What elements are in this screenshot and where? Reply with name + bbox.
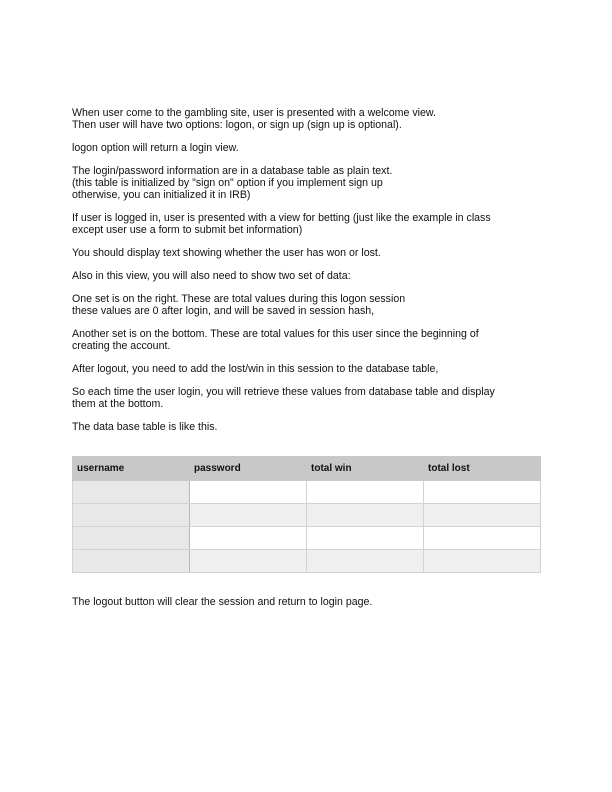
text-line: logon option will return a login view. xyxy=(72,142,239,154)
table-cell xyxy=(73,527,190,550)
database-table xyxy=(72,456,541,573)
text-line: creating the account. xyxy=(72,340,171,352)
paragraph-two-sets xyxy=(72,270,542,282)
document-body xyxy=(72,107,542,444)
text-line: When user come to the gambling site, user is presented with a welcome view. xyxy=(72,107,436,119)
paragraph-welcome xyxy=(72,107,542,131)
text-line: You should display text showing whether the user has won or lost. xyxy=(72,247,381,259)
header-password: password xyxy=(190,457,307,481)
table-header-row xyxy=(73,457,541,481)
table-row xyxy=(73,527,541,550)
text-line: After logout, you need to add the lost/win in this session to the database table, xyxy=(72,363,439,375)
table-cell xyxy=(424,527,541,550)
text-line: The data base table is like this. xyxy=(72,421,218,433)
header-total-lost: total lost xyxy=(424,457,541,481)
paragraph-logout xyxy=(72,363,542,375)
text-line: Another set is on the bottom. These are total values for this user since the beginning of xyxy=(72,328,479,340)
text-line: The login/password information are in a database table as plain text. xyxy=(72,165,393,177)
text-line: these values are 0 after login, and will be saved in session hash, xyxy=(72,305,375,317)
table-cell xyxy=(307,550,424,573)
header-total-win: total win xyxy=(307,457,424,481)
text-line: them at the bottom. xyxy=(72,398,164,410)
text-line: (this table is initialized by "sign on" option if you implement sign up xyxy=(72,177,383,189)
text-line: If user is logged in, user is presented with a view for betting (just like the example in class xyxy=(72,212,491,224)
paragraph-bottom-set xyxy=(72,328,542,352)
text-line: One set is on the right. These are total values during this logon session xyxy=(72,293,406,305)
table-row xyxy=(73,504,541,527)
text-line: otherwise, you can initialized it in IRB) xyxy=(72,189,251,201)
header-username: username xyxy=(73,457,190,481)
paragraph-logon xyxy=(72,142,542,154)
table-cell xyxy=(424,481,541,504)
table-row xyxy=(73,550,541,573)
table-cell xyxy=(190,527,307,550)
paragraph-right-set xyxy=(72,293,542,317)
table-cell xyxy=(73,550,190,573)
paragraph-retrieve xyxy=(72,386,542,410)
closing-paragraph: The logout button will clear the session and return to login page. xyxy=(72,596,373,608)
paragraph-won-lost xyxy=(72,247,542,259)
table-cell xyxy=(424,550,541,573)
table-cell xyxy=(190,481,307,504)
text-line: except user use a form to submit bet information) xyxy=(72,224,303,236)
table-cell xyxy=(73,504,190,527)
table-cell xyxy=(307,481,424,504)
table-cell xyxy=(307,504,424,527)
text-line: Also in this view, you will also need to show two set of data: xyxy=(72,270,351,282)
table-cell xyxy=(190,550,307,573)
text-line: So each time the user login, you will retrieve these values from database table and display xyxy=(72,386,495,398)
table-cell xyxy=(307,527,424,550)
paragraph-betting-view xyxy=(72,212,542,236)
table-cell xyxy=(190,504,307,527)
table-row xyxy=(73,481,541,504)
table-cell xyxy=(73,481,190,504)
table-cell xyxy=(424,504,541,527)
paragraph-table-intro xyxy=(72,421,542,433)
paragraph-login-info xyxy=(72,165,542,201)
text-line: Then user will have two options: logon, or sign up (sign up is optional). xyxy=(72,119,402,131)
